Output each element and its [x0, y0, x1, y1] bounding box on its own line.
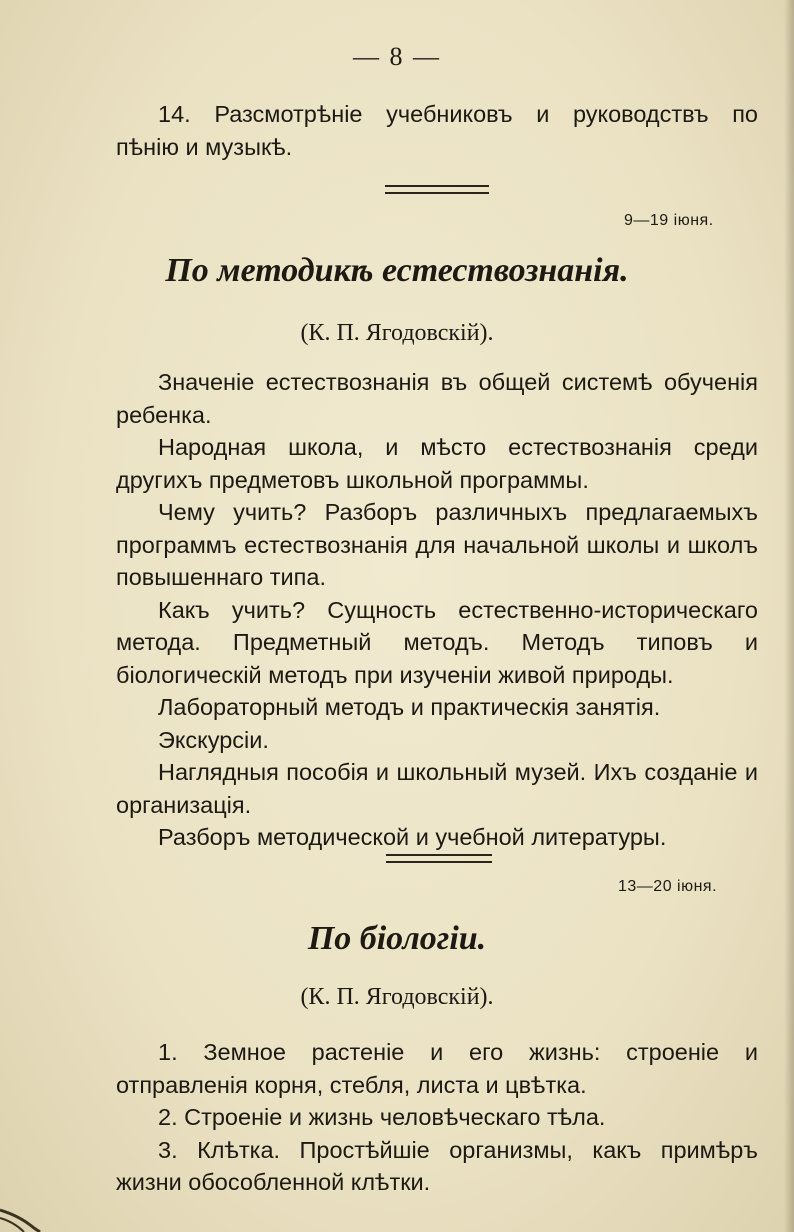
- section1-paragraph: Чему учить? Разборъ различныхъ предлагаемыхъ программъ естествознанія для начальной школы и школъ повышеннаго типа.: [116, 499, 758, 590]
- section2-date: 13—20 іюня.: [618, 878, 718, 895]
- section1-author: (К. П. Ягодовскій).: [300, 320, 494, 346]
- item-14-line1: 14. Разсмотрѣніе учебниковъ и руководствъ по: [158, 101, 758, 127]
- section2-title: По біологіи.: [307, 920, 487, 957]
- section1-paragraph: Народная школа, и мѣсто естествознанія среди другихъ предметовъ школьной программы.: [116, 434, 758, 493]
- section1-paragraph: Значеніе естествознанія въ общей системѣ обученія ребенка.: [116, 369, 758, 428]
- section1-date: 9—19 іюня.: [624, 212, 714, 229]
- section1-paragraph: Лабораторный методъ и практическія занятія.: [158, 694, 661, 720]
- section1-title: По методикѣ естествознанія.: [165, 252, 629, 289]
- section2-paragraph: 2. Строеніе и жизнь человѣческаго тѣла.: [158, 1104, 606, 1130]
- corner-scuff-mark: [0, 1172, 70, 1232]
- section1-body: [116, 366, 758, 854]
- section1-paragraph: Наглядныя пособія и школьный музей. Ихъ созданіе и организація.: [116, 759, 758, 818]
- section2-paragraph: 3. Клѣтка. Простѣйшіе организмы, какъ примѣръ жизни обособленной клѣтки.: [116, 1136, 758, 1195]
- item-14-line2: пѣнію и музыкѣ.: [116, 133, 293, 160]
- item-14: [116, 98, 758, 163]
- page-number: — 8 —: [353, 42, 441, 71]
- section-divider: [385, 185, 489, 194]
- page-edge-shadow: [784, 0, 794, 1232]
- section-divider: [386, 854, 492, 863]
- section2-paragraph: 1. Земное растеніе и его жизнь: строеніе и отправленія корня, стебля, листа и цвѣтка.: [116, 1039, 758, 1098]
- section2-author: (К. П. Ягодовскій).: [300, 984, 494, 1010]
- section1-paragraph: Какъ учить? Сущность естественно-историческаго метода. Предметный методъ. Методъ типовъ и біологическій методъ при изученіи живой природы.: [116, 596, 758, 688]
- section1-paragraph: Разборъ методической и учебной литературы.: [158, 824, 667, 850]
- section1-paragraph: Экскурсіи.: [158, 726, 269, 753]
- section2-body: [116, 1036, 758, 1199]
